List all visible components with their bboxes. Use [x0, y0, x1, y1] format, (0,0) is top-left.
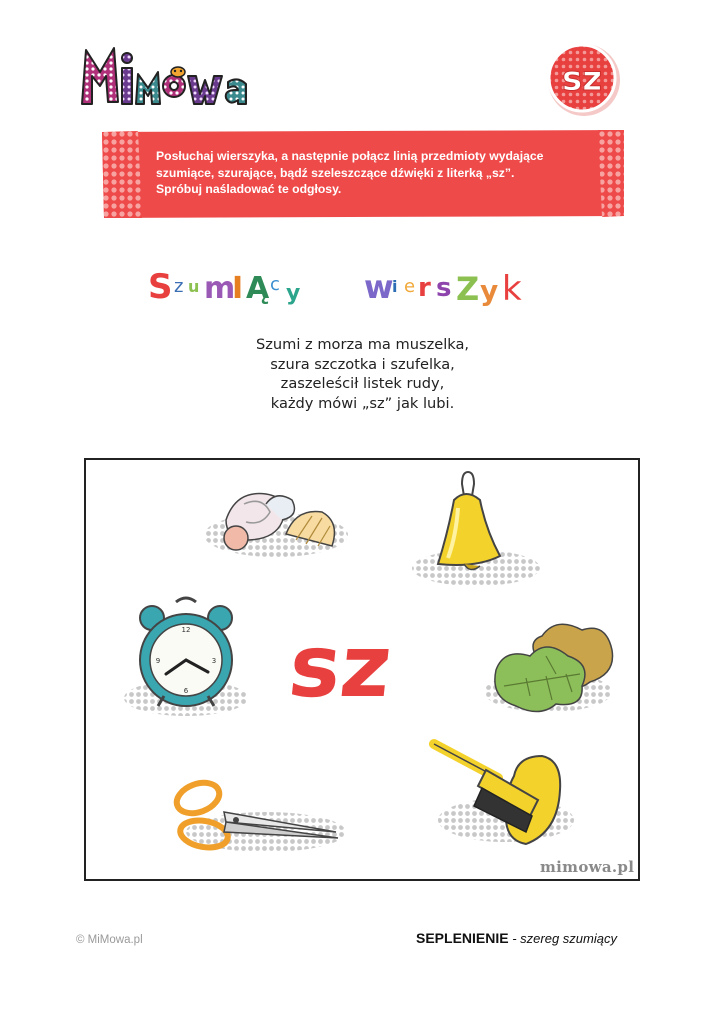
instruction-line: szumiące, szurające, bądź szeleszczące dźwięki z literką „sz”. [156, 165, 515, 180]
copyright: © MiMowa.pl [76, 934, 143, 946]
bell-icon[interactable] [412, 472, 540, 586]
svg-text:3: 3 [211, 657, 217, 665]
title-letter: c [270, 274, 280, 295]
title-letter: w [364, 268, 394, 306]
title-letter: m [204, 271, 236, 306]
svg-text:12: 12 [181, 626, 191, 634]
alarm-clock-icon[interactable] [124, 598, 248, 716]
exercise-frame [84, 458, 640, 881]
title-letter: S [148, 267, 173, 307]
title-letter: k [502, 269, 522, 308]
title-letter: s [436, 273, 452, 303]
badge-letters: sz [561, 59, 603, 99]
topic-separator: - [508, 931, 521, 946]
poem [0, 335, 725, 413]
watermark: mimowa.pl [540, 858, 635, 876]
poem-line: Szumi z morza ma muszelka, [255, 336, 470, 353]
mimowa-logo [78, 42, 256, 112]
footer-topic [416, 930, 617, 946]
center-sz-letters: sz [284, 617, 397, 717]
sz-badge-icon [546, 42, 622, 118]
title-letter: y [480, 274, 499, 307]
title-letter: Z [456, 270, 480, 308]
poem-title [146, 256, 586, 308]
title-letter: Ą [246, 271, 270, 306]
title-letter: r [418, 273, 431, 303]
poem-line: szura szczotka i szufelka, [270, 355, 455, 373]
poem-line: zaszeleścił listek rudy, [280, 375, 445, 392]
topic-label: SEPLENIENIE [416, 930, 509, 946]
svg-text:9: 9 [155, 657, 161, 665]
title-letter: i [392, 277, 398, 296]
dustpan-and-brush-icon[interactable] [434, 744, 574, 844]
svg-text:6: 6 [183, 687, 189, 695]
poem-line: każdy mówi „sz” jak lubi. [270, 394, 455, 412]
instruction-line: Posłuchaj wierszyka, a następnie połącz linią przedmioty wydające [156, 149, 544, 163]
title-letter: u [188, 277, 200, 296]
title-letter: I [232, 271, 244, 306]
instruction-text [156, 148, 616, 198]
shells-icon[interactable] [204, 494, 348, 557]
title-letter: y [286, 281, 301, 306]
scissors-icon[interactable] [173, 777, 346, 852]
leaves-icon[interactable] [484, 624, 613, 712]
title-letter: e [404, 276, 416, 297]
instruction-line: Spróbuj naśladować te odgłosy. [156, 182, 342, 196]
subtopic-label: szereg szumiący [520, 931, 617, 946]
title-letter: z [174, 276, 184, 297]
